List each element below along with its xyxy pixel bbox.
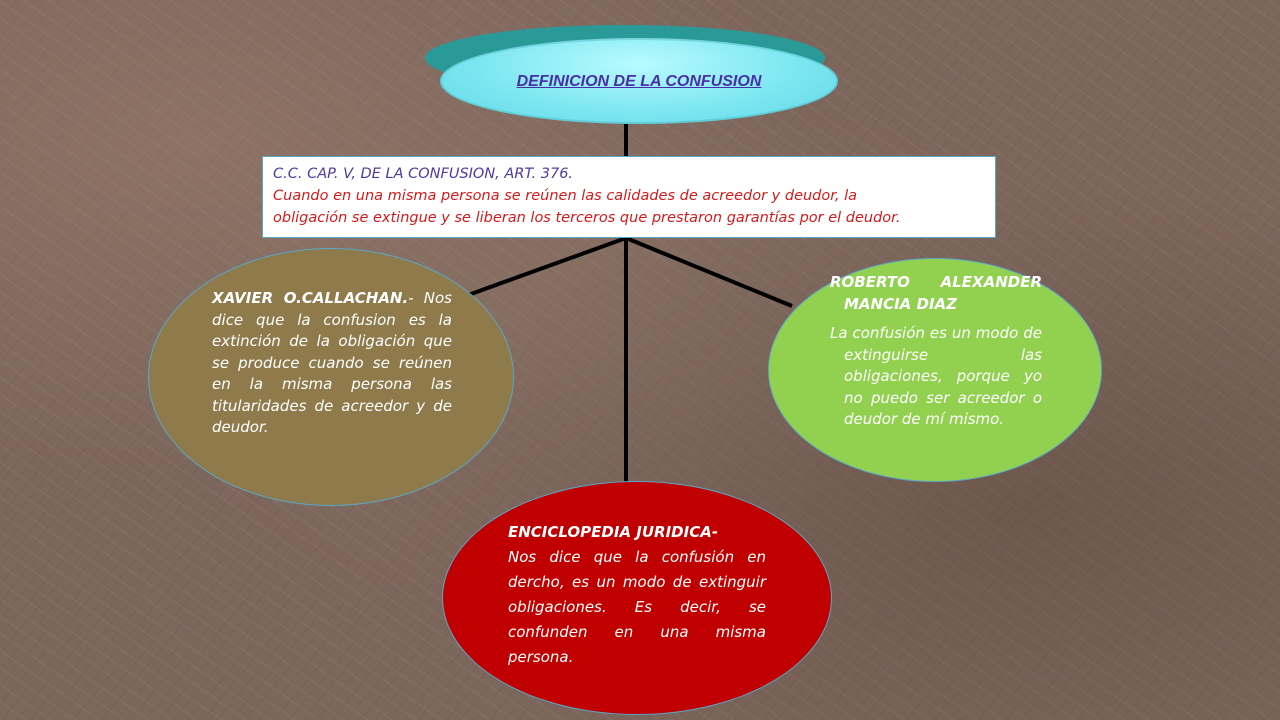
roberto-description: La confusión es un modo de extinguirse las obligaciones, porque yo no puedo ser acreedor o deudor de mí mismo. <box>830 324 1042 428</box>
xavier-author: XAVIER O.CALLACHAN. <box>212 289 409 307</box>
diagram-title[interactable]: DEFINICION DE LA CONFUSION <box>516 73 762 90</box>
connector-to-xavier <box>460 238 626 298</box>
definition-line-1: Cuando en una misma persona se reúnen las calidades de acreedor y deudor, la <box>273 188 858 204</box>
enciclopedia-author: ENCICLOPEDIA JURIDICA- <box>508 523 719 541</box>
enciclopedia-description: Nos dice que la confusión en dercho, es un modo de extinguir obligaciones. Es decir, se confunden en una misma persona. <box>508 548 766 666</box>
definition-reference: C.C. CAP. V, DE LA CONFUSION, ART. 376. <box>273 166 574 182</box>
roberto-text <box>830 272 1042 431</box>
xavier-suffix: - <box>408 289 414 307</box>
connector-to-roberto <box>626 238 792 306</box>
xavier-description: Nos dice que la confusion es la extinción de la obligación que se produce cuando se reúnen en la misma persona las titularidades de acreedor y de deudor. <box>212 289 452 436</box>
definition-box <box>262 156 996 238</box>
roberto-author: ROBERTO ALEXANDER MANCIA DIAZ <box>830 273 1042 313</box>
xavier-text <box>212 288 452 439</box>
enciclopedia-text <box>508 520 766 670</box>
definition-line-2: obligación se extingue y se liberan los terceros que prestaron garantías por el deudor. <box>273 210 901 226</box>
